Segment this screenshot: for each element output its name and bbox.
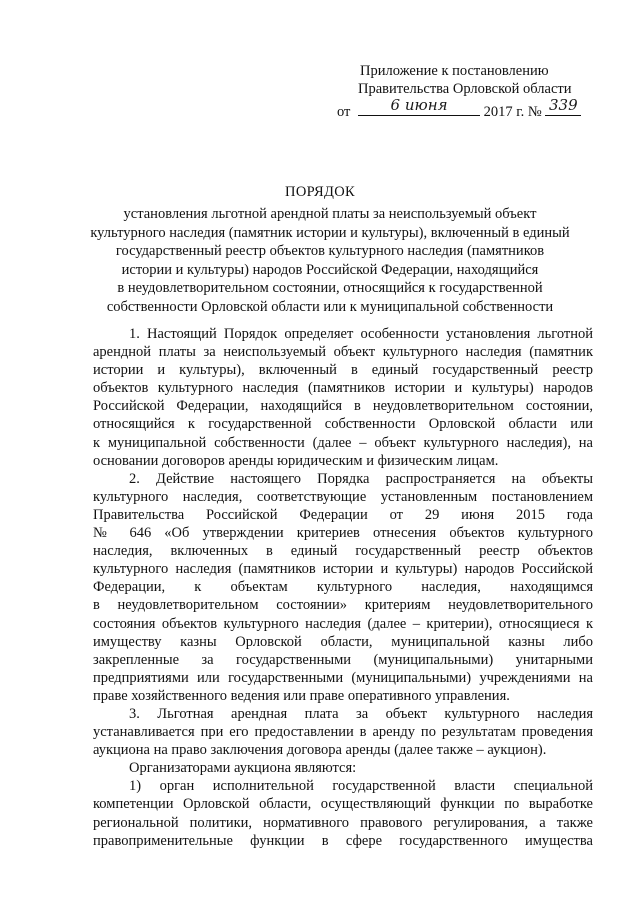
subtitle-line: государственный реестр объектов культурного наследия (памятников (115, 243, 545, 260)
document-title: ПОРЯДОК (285, 184, 355, 200)
appendix-date-line (300, 96, 600, 121)
paragraph-2-line: наследия, включенных в единый государственный реестр объектов (93, 543, 593, 560)
list-item-1-line: правоприменительные функции в сфере государственного имущества (93, 832, 593, 849)
list-item-1-line: региональной политики, нормативного правового регулирования, а также (93, 814, 593, 831)
organizers-line: Организаторами аукциона являются: (129, 760, 357, 777)
handwritten-number: 339 (548, 96, 578, 114)
paragraph-2-line: Федерации, к объектам культурного наследия, находящимся (93, 579, 593, 596)
paragraph-2-line: праве хозяйственного ведения или праве оперативного управления. (93, 687, 510, 704)
paragraph-2-line: культурного наследия, соответствующие установленным постановлением (93, 488, 593, 505)
paragraph-1-line: относящийся к государственной собственности Орловской области или (93, 416, 593, 433)
paragraph-3-line: 3. Льготная арендная плата за объект культурного наследия (129, 705, 593, 722)
paragraph-2-line: 2. Действие настоящего Порядка распространяется на объекты (129, 470, 593, 487)
document-body (93, 325, 593, 850)
subtitle-line: собственности Орловской области или к муниципальной собственности (106, 298, 554, 315)
appendix-line-1: Приложение к постановлению (360, 63, 549, 79)
paragraph-1-line: основании договоров аренды юридическим и физическим лицам. (93, 452, 499, 469)
paragraph-1-line: объектов культурного наследия (памятников истории и культуры) народов (93, 380, 593, 397)
paragraph-2-line: культурного наследия (памятников истории и культуры) народов Российской (93, 561, 593, 578)
date-blank (358, 96, 480, 116)
list-item-1-line: 1) орган исполнительной государственной власти специальной (129, 778, 593, 795)
paragraph-2-line: Правительства Российской Федерации от 29 июня 2015 года (93, 506, 593, 523)
paragraph-1-line: 1. Настоящий Порядок определяет особенности установления льготной (129, 326, 593, 342)
appendix-line-2: Правительства Орловской области (358, 81, 572, 97)
paragraph-3-line: устанавливается при его предоставлении в аренду по результатам проведения (93, 724, 593, 741)
year-text: 2017 г. № (483, 104, 542, 120)
paragraph-2-line: предприятиями или государственными (муниципальными) учреждениями на (93, 669, 593, 686)
from-label: от (337, 104, 351, 120)
subtitle-line: в неудовлетворительном состоянии, относящийся к государственной (117, 280, 543, 297)
paragraph-2-line: в неудовлетворительном состоянии» критериям неудовлетворительного (93, 597, 593, 614)
list-item-1-line: компетенции Орловской области, осуществляющий функции по выработке (93, 796, 593, 813)
paragraph-2-line: имуществу казны Орловской области, муниципальной казны либо (93, 633, 593, 650)
number-blank (545, 96, 581, 116)
paragraph-1-line: к муниципальной собственности (далее – объект культурного наследия), на (93, 434, 593, 451)
document-subtitle (60, 205, 600, 317)
paragraph-1-line: истории и культуры), включенный в единый государственный реестр (93, 362, 593, 379)
appendix-header (300, 62, 600, 121)
subtitle-line: истории и культуры) народов Российской Федерации, находящийся (121, 261, 539, 278)
paragraph-1-line: Российской Федерации, находящийся в неудовлетворительном состоянии, (93, 398, 593, 415)
paragraph-2-line: закрепленные за государственными (муниципальными) унитарными (93, 651, 593, 668)
subtitle-line: культурного наследия (памятник истории и культуры), включенный в единый (90, 224, 570, 241)
paragraph-2-line: состояния объектов культурного наследия (далее – критерии), относящиеся к (93, 615, 593, 632)
paragraph-1-line: арендной платы за неиспользуемый объект культурного наследия (памятник (93, 344, 593, 361)
handwritten-date: 6 июня (390, 96, 448, 114)
subtitle-line: установления льготной арендной платы за неиспользуемый объект (123, 206, 537, 222)
paragraph-2-line: № 646 «Об утверждении критериев отнесения объектов культурного (93, 525, 593, 542)
paragraph-3-line: аукциона на право заключения договора аренды (далее также – аукцион). (93, 742, 547, 759)
